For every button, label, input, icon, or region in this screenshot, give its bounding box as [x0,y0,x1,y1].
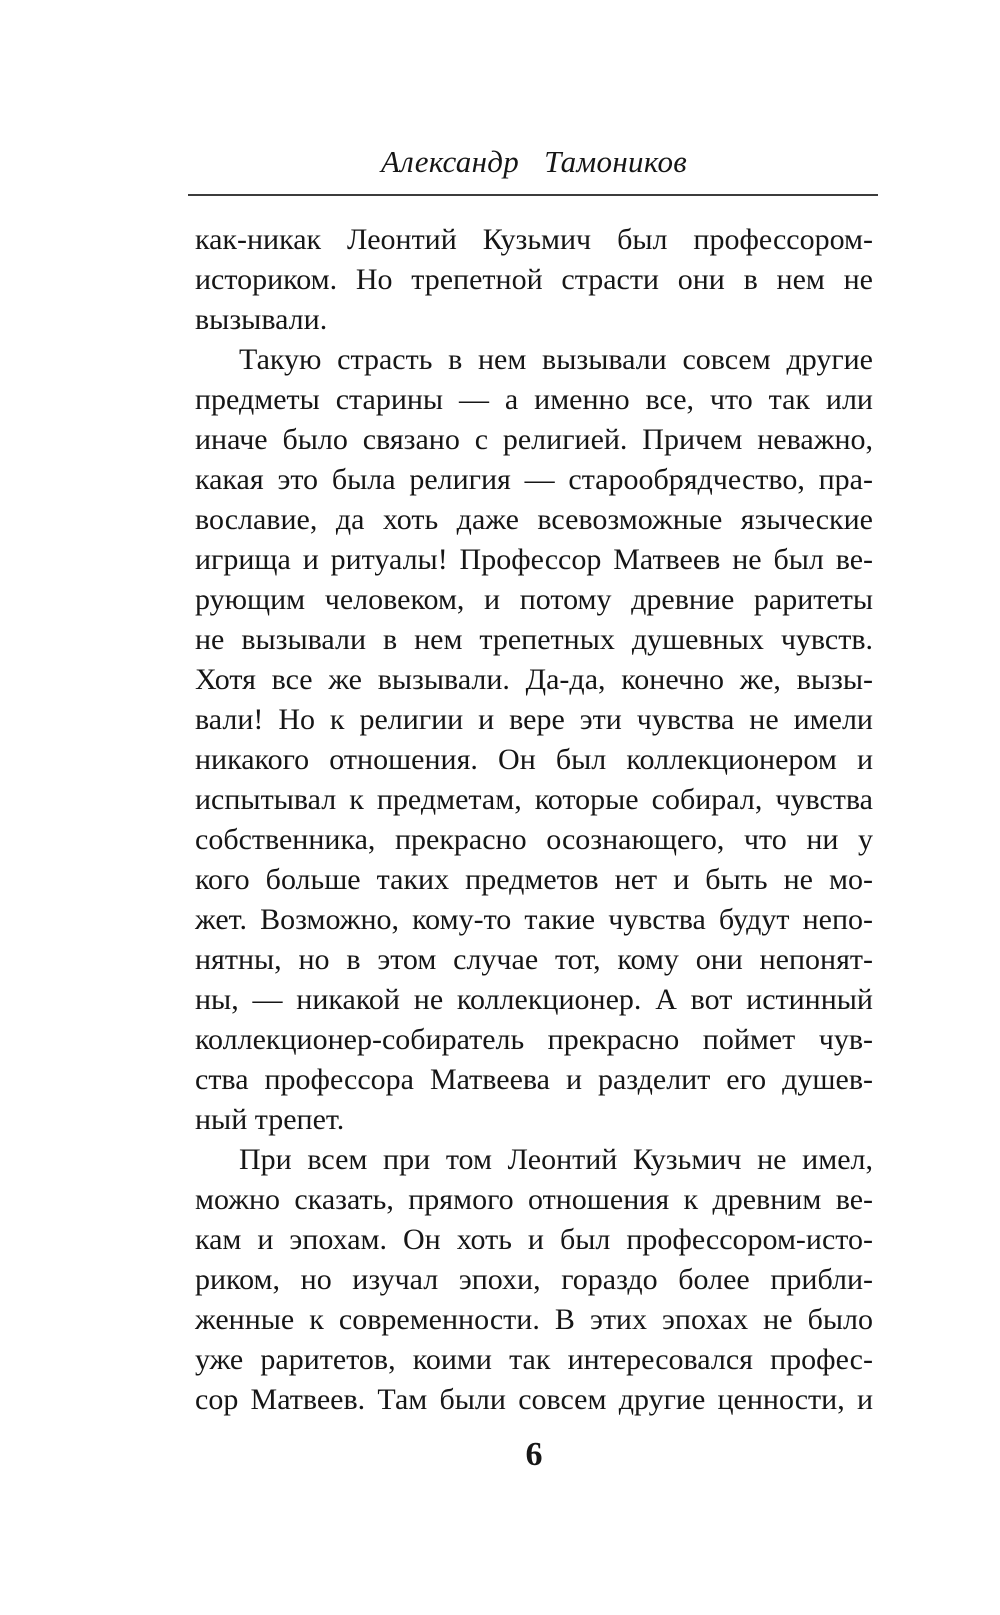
text-line: предметы старины — а именно все, что так или [195,383,873,416]
text-line: ный трепет. [195,1103,345,1136]
text-line: нятны, но в этом случае тот, кому они непонят- [195,943,873,976]
text-line: жет. Возможно, кому-то такие чувства будут непо- [195,903,873,936]
text-line: собственника, прекрасно осознающего, что ни у [195,823,873,856]
text-line: игрища и ритуалы! Профессор Матвеев не был ве- [195,543,873,576]
text-line: кам и эпохам. Он хоть и был профессором-исто- [195,1223,873,1256]
body-text [195,220,873,1420]
text-line: испытывал к предметам, которые собирал, чувства [195,783,873,816]
text-line: можно сказать, прямого отношения к древним ве- [195,1183,873,1216]
text-line: Хотя все же вызывали. Да-да, конечно же, вызы- [195,663,873,696]
text-line: историком. Но трепетной страсти они в нем не [195,263,873,296]
text-line: вали! Но к религии и вере эти чувства не имели [195,703,873,736]
text-line: сор Матвеев. Там были совсем другие ценности, и [195,1383,873,1416]
text-line: какая это была религия — старообрядчество, пра- [195,463,873,496]
header-rule [188,194,878,196]
text-line: женные к современности. В этих эпохах не было [195,1303,873,1336]
text-line: вославие, да хоть даже всевозможные языческие [195,503,873,536]
text-line: ства профессора Матвеева и разделит его душев- [195,1063,873,1096]
text-line: как-никак Леонтий Кузьмич был профессором- [195,223,873,256]
text-line: ны, — никакой не коллекционер. А вот истинный [195,983,873,1016]
running-head-author: Александр Тамоников [380,144,688,179]
text-line: уже раритетов, коими так интересовался профес- [195,1343,873,1376]
text-line: кого больше таких предметов нет и быть не мо- [195,863,873,896]
text-line: никакого отношения. Он был коллекционером и [195,743,873,776]
text-line: Такую страсть в нем вызывали совсем другие [239,343,873,376]
text-line: коллекционер-собиратель прекрасно поймет чув- [195,1023,873,1056]
text-line: не вызывали в нем трепетных душевных чувств. [195,623,873,656]
text-line: При всем при том Леонтий Кузьмич не имел, [239,1143,873,1176]
page-number: 6 [525,1436,543,1473]
text-line: риком, но изучал эпохи, гораздо более прибли- [195,1263,873,1296]
text-line: иначе было связано с религией. Причем неважно, [195,423,873,456]
text-line: вызывали. [195,303,328,336]
text-line: рующим человеком, и потому древние раритеты [195,583,873,616]
